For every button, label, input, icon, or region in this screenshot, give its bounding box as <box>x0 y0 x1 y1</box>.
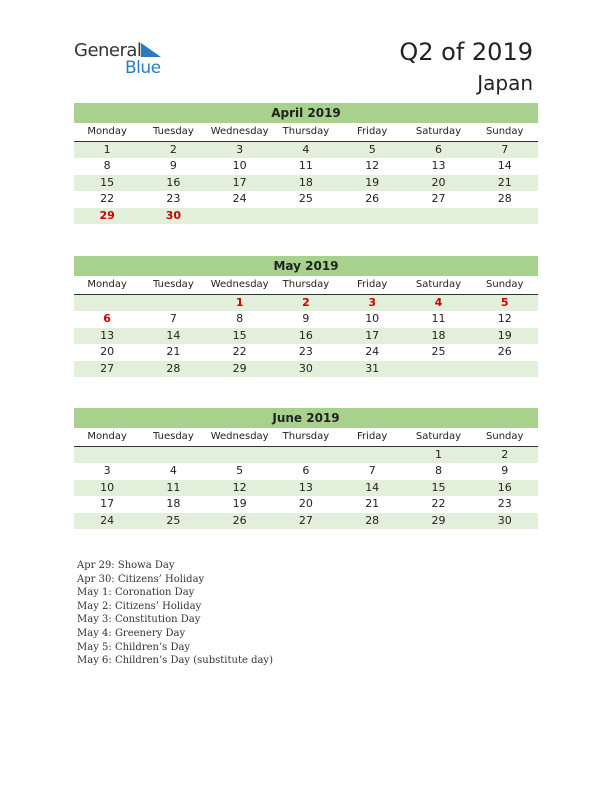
day-cell: 22 <box>100 192 115 206</box>
weekday-label: Tuesday <box>153 126 194 137</box>
weekday-label: Monday <box>87 431 127 442</box>
logo-triangle-icon <box>141 43 163 59</box>
day-cell: 13 <box>298 480 313 494</box>
day-cell: 6 <box>302 464 310 478</box>
weekday-label: Sunday <box>486 279 524 290</box>
day-cell: 15 <box>431 480 446 494</box>
empty-day-cell <box>339 208 405 224</box>
day-cell: 15 <box>100 175 115 189</box>
day-cell: 14 <box>365 480 380 494</box>
day-cell: 9 <box>302 312 310 326</box>
day-cell: 4 <box>169 464 177 478</box>
day-cell: 29 <box>431 513 446 527</box>
day-cell: 31 <box>365 361 380 375</box>
weekday-label: Wednesday <box>210 126 269 137</box>
day-cell: 9 <box>169 159 177 173</box>
day-cell: 20 <box>298 497 313 511</box>
empty-day-cell <box>405 208 471 224</box>
day-cell: 27 <box>100 361 115 375</box>
weekday-label: Friday <box>357 279 388 290</box>
empty-day-cell <box>74 295 140 311</box>
weekday-label: Thursday <box>282 431 330 442</box>
weekday-label: Tuesday <box>153 431 194 442</box>
weekday-label: Thursday <box>282 279 330 290</box>
day-cell: 21 <box>497 175 512 189</box>
day-cell: 12 <box>232 480 247 494</box>
day-cell: 3 <box>236 143 244 156</box>
day-cell: 10 <box>100 480 115 494</box>
day-cell: 11 <box>431 312 446 326</box>
weekday-label: Monday <box>87 126 127 137</box>
day-cell: 7 <box>501 143 509 156</box>
day-cell: 23 <box>166 192 181 206</box>
empty-day-cell <box>207 208 273 224</box>
day-cell: 1 <box>434 448 442 461</box>
holiday-note: May 1: Coronation Day <box>77 587 195 599</box>
month-title: June 2019 <box>74 408 538 428</box>
week-row <box>74 295 538 311</box>
weekday-label: Wednesday <box>210 279 269 290</box>
weekday-label: Saturday <box>415 126 461 137</box>
day-cell: 18 <box>298 175 313 189</box>
day-cell: 10 <box>365 312 380 326</box>
day-cell: 21 <box>365 497 380 511</box>
day-cell: 24 <box>365 345 380 359</box>
day-cell: 18 <box>166 497 181 511</box>
day-cell: 28 <box>497 192 512 206</box>
day-cell: 24 <box>100 513 115 527</box>
empty-day-cell <box>472 361 538 377</box>
weekday-label: Thursday <box>282 126 330 137</box>
day-cell: 16 <box>298 328 313 342</box>
empty-day-cell <box>74 447 140 463</box>
holiday-note: May 2: Citizens’ Holiday <box>77 600 202 612</box>
day-cell: 25 <box>166 513 181 527</box>
day-cell: 16 <box>166 175 181 189</box>
empty-day-cell <box>273 447 339 463</box>
week-row <box>74 208 538 224</box>
day-cell: 19 <box>365 175 380 189</box>
day-cell: 20 <box>431 175 446 189</box>
week-row <box>74 513 538 529</box>
day-cell: 18 <box>431 328 446 342</box>
day-cell: 12 <box>497 312 512 326</box>
day-cell: 11 <box>298 159 313 173</box>
day-cell: 15 <box>232 328 247 342</box>
day-cell: 11 <box>166 480 181 494</box>
week-row <box>74 463 538 479</box>
weekday-label: Saturday <box>415 279 461 290</box>
day-cell: 8 <box>236 312 244 326</box>
day-cell: 23 <box>497 497 512 511</box>
day-cell: 2 <box>302 296 310 309</box>
holiday-note: Apr 30: Citizens’ Holiday <box>77 573 205 585</box>
day-cell: 4 <box>302 143 310 156</box>
day-cell: 29 <box>232 361 247 375</box>
day-cell: 27 <box>298 513 313 527</box>
page-title: Q2 of 2019 <box>399 38 533 66</box>
day-cell: 17 <box>365 328 380 342</box>
day-cell: 19 <box>232 497 247 511</box>
day-cell: 22 <box>232 345 247 359</box>
week-row <box>74 175 538 191</box>
week-row <box>74 142 538 158</box>
weekday-label: Wednesday <box>210 431 269 442</box>
day-cell: 30 <box>165 208 182 222</box>
day-cell: 17 <box>232 175 247 189</box>
weekday-label: Friday <box>357 431 388 442</box>
empty-day-cell <box>273 208 339 224</box>
day-cell: 30 <box>497 513 512 527</box>
logo-general-text: General <box>74 40 142 61</box>
day-cell: 5 <box>236 464 244 478</box>
day-cell: 2 <box>169 143 177 156</box>
holiday-note: May 4: Greenery Day <box>77 627 186 639</box>
month-calendar <box>74 408 538 529</box>
week-row <box>74 496 538 512</box>
day-cell: 28 <box>365 513 380 527</box>
month-title: May 2019 <box>74 256 538 276</box>
month-title: April 2019 <box>74 103 538 123</box>
day-cell: 25 <box>431 345 446 359</box>
holiday-note: May 3: Constitution Day <box>77 614 201 626</box>
weekday-header-row <box>74 276 538 295</box>
day-cell: 28 <box>166 361 181 375</box>
day-cell: 9 <box>501 464 509 478</box>
day-cell: 6 <box>103 312 111 326</box>
week-row <box>74 447 538 463</box>
day-cell: 1 <box>235 296 244 309</box>
week-row <box>74 361 538 377</box>
weekday-label: Tuesday <box>153 279 194 290</box>
day-cell: 23 <box>298 345 313 359</box>
day-cell: 2 <box>501 448 509 461</box>
day-cell: 3 <box>103 464 111 478</box>
empty-day-cell <box>140 295 206 311</box>
day-cell: 14 <box>497 159 512 173</box>
day-cell: 10 <box>232 159 247 173</box>
logo-blue-text: Blue <box>125 58 161 78</box>
day-cell: 27 <box>431 192 446 206</box>
day-cell: 4 <box>434 296 443 309</box>
day-cell: 26 <box>232 513 247 527</box>
day-cell: 21 <box>166 345 181 359</box>
day-cell: 25 <box>298 192 313 206</box>
empty-day-cell <box>207 447 273 463</box>
holiday-note: May 6: Children’s Day (substitute day) <box>77 655 273 667</box>
day-cell: 5 <box>500 296 509 309</box>
day-cell: 12 <box>365 159 380 173</box>
day-cell: 30 <box>298 361 313 375</box>
weekday-label: Saturday <box>415 431 461 442</box>
empty-day-cell <box>339 447 405 463</box>
day-cell: 17 <box>100 497 115 511</box>
day-cell: 19 <box>497 328 512 342</box>
day-cell: 3 <box>368 296 377 309</box>
weekday-label: Sunday <box>486 126 524 137</box>
day-cell: 6 <box>434 143 442 156</box>
week-row <box>74 311 538 327</box>
weekday-label: Sunday <box>486 431 524 442</box>
day-cell: 13 <box>431 159 446 173</box>
month-calendar <box>74 256 538 377</box>
empty-day-cell <box>472 208 538 224</box>
week-row <box>74 328 538 344</box>
empty-day-cell <box>405 361 471 377</box>
day-cell: 29 <box>99 208 115 222</box>
weekday-label: Friday <box>357 126 388 137</box>
weekday-header-row <box>74 123 538 142</box>
day-cell: 8 <box>434 464 442 478</box>
weekday-header-row <box>74 428 538 447</box>
week-row <box>74 158 538 174</box>
day-cell: 22 <box>431 497 446 511</box>
week-row <box>74 480 538 496</box>
holiday-note: May 5: Children’s Day <box>77 641 191 653</box>
day-cell: 13 <box>100 328 115 342</box>
weekday-label: Monday <box>87 279 127 290</box>
day-cell: 7 <box>368 464 376 478</box>
day-cell: 26 <box>365 192 380 206</box>
empty-day-cell <box>140 447 206 463</box>
holiday-notes <box>77 559 273 668</box>
day-cell: 20 <box>100 345 115 359</box>
holiday-note: Apr 29: Showa Day <box>77 560 175 571</box>
month-calendar <box>74 103 538 224</box>
day-cell: 8 <box>103 159 111 173</box>
day-cell: 5 <box>368 143 376 156</box>
generalblue-logo <box>74 40 174 80</box>
day-cell: 1 <box>103 143 111 156</box>
day-cell: 7 <box>169 312 177 326</box>
country-label: Japan <box>477 71 533 95</box>
day-cell: 14 <box>166 328 181 342</box>
week-row <box>74 191 538 207</box>
week-row <box>74 344 538 360</box>
day-cell: 16 <box>497 480 512 494</box>
day-cell: 24 <box>232 192 247 206</box>
day-cell: 26 <box>497 345 512 359</box>
